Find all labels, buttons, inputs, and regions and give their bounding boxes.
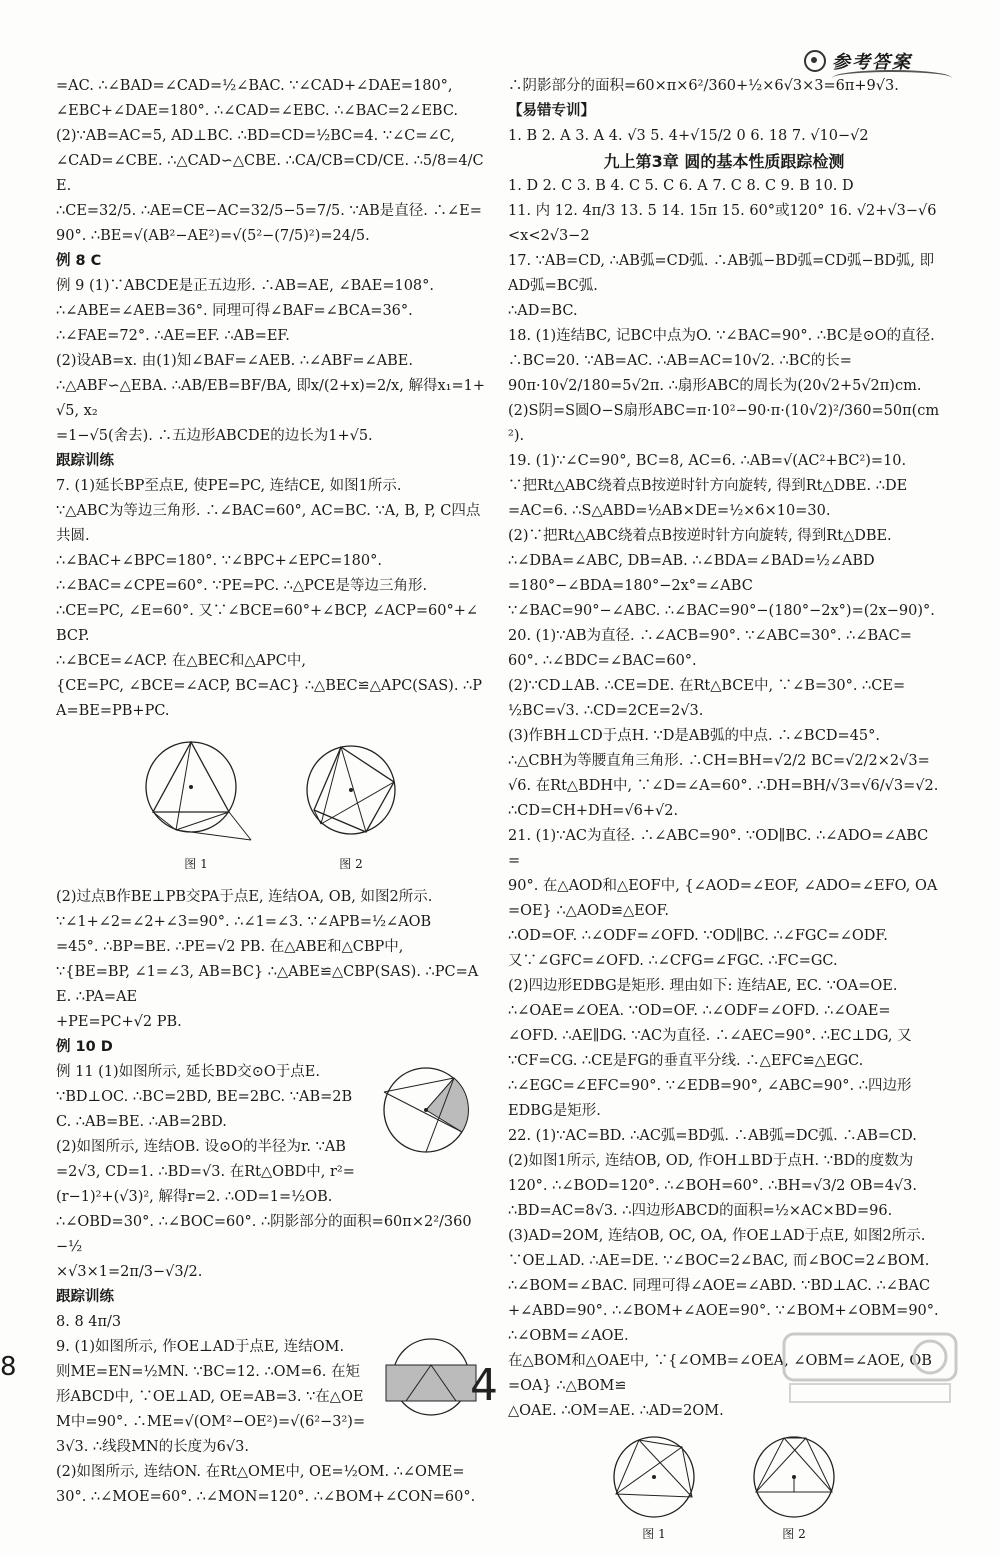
text-line: 1. D 2. C 3. B 4. C 5. C 6. A 7. C 8. C 9. B 10. D [508, 178, 854, 194]
text-line: =1−√5(舍去). ∴五边形ABCDE的边长为1+√5. [56, 428, 373, 444]
text-line: 20. (1)∵AB为直径. ∴∠ACB=90°. ∵∠ABC=30°. ∴∠BAC= [508, 628, 912, 644]
circle-triangle-diagram [136, 732, 256, 852]
text-line: 例 10 D [56, 1039, 113, 1055]
text-line: ∴△CBH为等腰直角三角形. ∴CH=BH=√2/2 BC=√2/2×2√3= [508, 753, 930, 769]
text-line: ∴CD=CH+DH=√6+√2. [508, 803, 679, 819]
text-line: (2)∵AB=AC=5, AD⊥BC. ∴BD=CD=½BC=4. ∵∠C=∠C, [56, 128, 455, 144]
text-line: ∵∠BAC=90°−∠ABC. ∴∠BAC=90°−(180°−2x°)=(2x−90)°. [508, 603, 935, 619]
figure-caption: 图 2 [782, 1527, 806, 1541]
subsection-heading: 【易错专训】 [508, 103, 595, 119]
text-line: (2)∵把Rt△ABC绕着点B按逆时针方向旋转, 得到Rt△DBE. [508, 528, 892, 544]
text-line: 例 11 (1)如图所示, 延长BD交⊙O于点E. [56, 1064, 320, 1080]
text-line: =45°. ∴BP=BE. ∴PE=√2 PB. 在△ABE和△CBP中, [56, 939, 404, 955]
text-line: △OAE. ∴OM=AE. ∴AD=2OM. [508, 1403, 724, 1419]
text-line: {CE=PC, ∠BCE=∠ACP, BC=AC} ∴△BEC≌△APC(SAS). ∴PA=BE=PB+PC. [56, 678, 483, 719]
figure-caption: 图 2 [339, 857, 363, 871]
text-line: ∴AD=BC. [508, 303, 578, 319]
section-title: 九上第3章 圆的基本性质跟踪检测 [603, 152, 845, 171]
text-line: ∴∠EGC=∠EFC=90°. ∵∠EDB=90°, ∠ABC=90°. ∴四边形 [508, 1078, 912, 1094]
text-line: (3)AD=2OM, 连结OB, OC, OA, 作OE⊥AD于点E, 如图2所示. ∵OE⊥AD. ∴AE=DE. ∵∠BOC=2∠BAC, 而∠BOC=2∠BOM. ∴∠BOM=∠BAC. 同理可得∠AOE=∠ABD. ∵BD⊥AC. ∴∠BAC+∠ABD=90°. ∴∠BOM+∠AOE=90°. ∵∠BOM+∠OBM=90°. ∴∠OBM=∠AOE. [508, 1228, 939, 1344]
text-line: 例 9 (1)∵ABCDE是正五边形. ∴AB=AE, ∠BAE=108°. [56, 278, 434, 294]
text-line: (2)∵CD⊥AB. ∴CE=DE. 在Rt△BCE中, ∵∠B=30°. ∴CE= [508, 678, 906, 694]
text-line: ∴CE=32/5. ∴AE=CE−AC=32/5−5=7/5. ∵AB是直径. ∴∠E= [56, 203, 482, 219]
text-line: ∴∠BAC+∠BPC=180°. ∵∠BPC+∠EPC=180°. [56, 553, 382, 569]
text-line: ∴CE=PC, ∠E=60°. 又∵∠BCE=60°+∠BCP, ∠ACP=60°+∠BCP. [56, 603, 478, 644]
text-line: (2)如图1所示, 连结OB, OD, 作OH⊥BD于点H. ∵BD的度数为 [508, 1153, 914, 1169]
figure-2 [296, 732, 406, 877]
text-line: 19. (1)∵∠C=90°, BC=8, AC=6. ∴AB=√(AC²+BC²)=10. [508, 453, 907, 469]
text-line: (2)设AB=x. 由(1)知∠BAF=∠AEB. ∴∠ABF=∠ABE. [56, 353, 413, 369]
page-number: 8 [0, 1352, 17, 1382]
text-line: =180°−∠BDA=180°−2x°=∠ABC [508, 578, 753, 594]
text-line: 90°. 在△AOD和△EOF中, {∠AOD=∠EOF, ∠ADO=∠EFO, OA=OE} ∴△AOD≌△EOF. [508, 878, 938, 919]
text-line: 在△BOM和△OAE中, ∵{∠OMB=∠OEA, ∠OBM=∠AOE, OB=OA} ∴△BOM≌ [508, 1353, 932, 1394]
text-line: 30°. ∴∠MOE=60°. ∴∠MON=120°. ∴∠BOM+∠CON=60°. [56, 1489, 476, 1505]
text-line: =AC=6. ∴S△ABD=½AB×DE=½×6×10=30. [508, 503, 831, 519]
text-line: 22. (1)∵AC=BD. ∴AC弧=BD弧. ∴AB弧=DC弧. ∴AB=CD. [508, 1128, 917, 1144]
text-line: 8. 8 4π/3 [56, 1314, 122, 1330]
text-line: 18. (1)连结BC, 记BC中点为O. ∵∠BAC=90°. ∴BC是⊙O的直径. ∴BC=20. ∵AB=AC. ∴AB=AC=10√2. ∴BC的长= [508, 328, 935, 369]
text-line: 1. B 2. A 3. A 4. √3 5. 4+√15/2 0 6. 18 7. √10−√2 [508, 128, 869, 144]
text-line: 120°. ∴∠BOD=120°. ∴∠BOH=60°. ∴BH=√3/2 OB=4√3. [508, 1178, 918, 1194]
text-line: ∴OD=OF. ∴∠ODF=∠OFD. ∵OD∥BC. ∴∠FGC=∠ODF. [508, 928, 888, 944]
subsection-heading: 跟踪训练 [56, 1289, 114, 1305]
text-line: ∴阴影部分的面积=60×π×6²/360+½×6√3×3=6π+9√3. [508, 78, 899, 94]
cyclic-quadrilateral-diagram-2 [744, 1432, 844, 1522]
text-line: ∴∠BCE=∠ACP. 在△BEC和△APC中, [56, 653, 306, 669]
text-line: 21. (1)∵AC为直径. ∴∠ABC=90°. ∵OD∥BC. ∴∠ADO=∠ABC= [508, 828, 929, 869]
text-line: 90π·10√2/180=5√2π. ∴扇形ABC的周长为(20√2+5√2π)cm. [508, 378, 922, 394]
text-line: (2)如图所示, 连结ON. 在Rt△OME中, OE=½OM. ∴∠OME= [56, 1464, 465, 1480]
text-line: ∴∠OAE=∠OEA. ∵OD=OF. ∴∠ODF=∠OFD. ∴∠OAE= [508, 1003, 891, 1019]
text-line: ∴∠OBD=30°. ∴∠BOC=60°. ∴阴影部分的面积=60π×2²/360−½ [56, 1214, 472, 1255]
text-line: 60°. ∴∠BDC=∠BAC=60°. [508, 653, 697, 669]
text-line: 9. (1)如图所示, 作OE⊥AD于点E, 连结OM. [56, 1339, 345, 1355]
text-line: 例 8 C [56, 253, 102, 269]
header-title: 参考答案 [832, 52, 912, 73]
text-line: (3)作BH⊥CD于点H. ∵D是AB弧的中点. ∴∠BCD=45°. [508, 728, 881, 744]
figure-caption: 图 1 [642, 1527, 666, 1541]
watermark-logo [780, 1328, 960, 1408]
figure-1 [604, 1432, 704, 1547]
text-line: (2)四边形EDBG是矩形. 理由如下: 连结AE, EC. ∵OA=OE. [508, 978, 898, 994]
text-line: +PE=PC+√2 PB. [56, 1014, 182, 1030]
text-line: 17. ∵AB=CD, ∴AB弧=CD弧. ∴AB弧−BD弧=CD弧−BD弧, 即AD弧=BC弧. [508, 253, 935, 294]
text-line: (r−1)²+(√3)², 解得r=2. ∴OD=1=½OB. [56, 1189, 333, 1205]
text-line: (2)如图所示, 连结OB. 设⊙O的半径为r. ∵AB=2√3, CD=1. ∴BD=√3. 在Rt△OBD中, r²= [56, 1139, 355, 1180]
text-line: EDBG是矩形. [508, 1103, 601, 1119]
text-line: 90°. ∴BE=√(AB²−AE²)=√(5²−(7/5)²)=24/5. [56, 228, 370, 244]
subsection-heading: 跟踪训练 [56, 453, 114, 469]
cyclic-quadrilateral-diagram-1 [604, 1432, 704, 1522]
text-line: ∴∠ABE=∠AEB=36°. 同理可得∠BAF=∠BCA=36°. [56, 303, 413, 319]
text-line: ∵CF=CG. ∴CE是FG的垂直平分线. ∴△EFC≌△EGC. [508, 1053, 864, 1069]
text-line: ∠OFD. ∴AE∥DG. ∵AC为直径. ∴∠AEC=90°. ∴EC⊥DG, 又 [508, 1028, 912, 1044]
sector-shaded-diagram [366, 1062, 486, 1162]
text-line: ∴BD=AC=8√3. ∴四边形ABCD的面积=½×AC×BD=96. [508, 1203, 893, 1219]
text-line: ∵{BE=BP, ∠1=∠3, AB=BC} ∴△ABE≌△CBP(SAS). ∴PC=AE. ∴PA=AE [56, 964, 479, 1005]
text-line: (2)过点B作BE⊥PB交PA于点E, 连结OA, OB, 如图2所示. [56, 889, 433, 905]
text-line: 7. (1)延长BP至点E, 使PE=PC, 连结CE, 如图1所示. [56, 478, 402, 494]
left-column [56, 74, 486, 1510]
text-line: ×√3×1=2π/3−√3/2. [56, 1264, 203, 1280]
text-line: 又∵∠GFC=∠OFD. ∴∠CFG=∠FGC. ∴FC=GC. [508, 953, 838, 969]
text-line: 则ME=EN=½MN. ∵BC=12. ∴OM=6. 在矩形ABCD中, ∵OE⊥AD, OE=AB=3. ∵在△OEM中=90°. ∴ME=√(OM²−OE²)=√(6²−3²)=3√3. ∴线段MN的长度为6√3. [56, 1364, 366, 1455]
text-line: ∴△ABF∽△EBA. ∴AB/EB=BF/BA, 即x/(2+x)=2/x, 解得x₁=1+√5, x₂ [56, 378, 485, 419]
text-line: ∠EBC+∠DAE=180°. ∴∠CAD=∠EBC. ∴∠BAC=2∠EBC. [56, 103, 459, 119]
text-line: ∴∠BAC=∠CPE=60°. ∵PE=PC. ∴△PCE是等边三角形. [56, 578, 428, 594]
text-line: =AC. ∴∠BAD=∠CAD=½∠BAC. ∵∠CAD+∠DAE=180°, [56, 78, 453, 94]
text-line: ½BC=√3. ∴CD=2CE=2√3. [508, 703, 704, 719]
figure-row-22 [508, 1432, 940, 1547]
text-line: ∵∠1+∠2=∠2+∠3=90°. ∴∠1=∠3. ∵∠APB=½∠AOB [56, 914, 432, 930]
figure-caption: 图 1 [184, 857, 208, 871]
page-header [804, 48, 912, 74]
figure-1 [136, 732, 256, 877]
text-line: ∠CAD=∠CBE. ∴△CAD∽△CBE. ∴CA/CB=CD/CE. ∴5/8=4/CE. [56, 153, 484, 194]
header-circle-icon [804, 50, 826, 72]
text-line: ∴∠DBA=∠ABC, DB=AB. ∴∠BDA=∠BAD=½∠ABD [508, 553, 875, 569]
text-line: <x<2√3−2 [508, 228, 590, 244]
text-line: ∵BD⊥OC. ∴BC=2BD, BE=2BC. ∵AB=2BC. ∴AB=BE. ∴AB=2BD. [56, 1089, 353, 1130]
text-line: ∵把Rt△ABC绕着点B按逆时针方向旋转, 得到Rt△DBE. ∴DE [508, 478, 908, 494]
figure-row-7 [56, 732, 486, 877]
figure-2 [744, 1432, 844, 1547]
circle-square-diagram [296, 732, 406, 852]
text-line: √6. 在Rt△BDH中, ∵∠D=∠A=60°. ∴DH=BH/√3=√6/√3=√2. [508, 778, 939, 794]
handwritten-mark: 4 [470, 1360, 498, 1411]
text-line: (2)S阴=S圆O−S扇形ABC=π·10²−90·π·(10√2)²/360=50π(cm²). [508, 403, 940, 444]
text-line: 11. 内 12. 4π/3 13. 5 14. 15π 15. 60°或120° 16. √2+√3−√6 [508, 203, 937, 219]
text-line: ∵△ABC为等边三角形. ∴∠BAC=60°, AC=BC. ∵A, B, P, C四点共圆. [56, 503, 481, 544]
text-line: ∴∠FAE=72°. ∴AE=EF. ∴AB=EF. [56, 328, 290, 344]
